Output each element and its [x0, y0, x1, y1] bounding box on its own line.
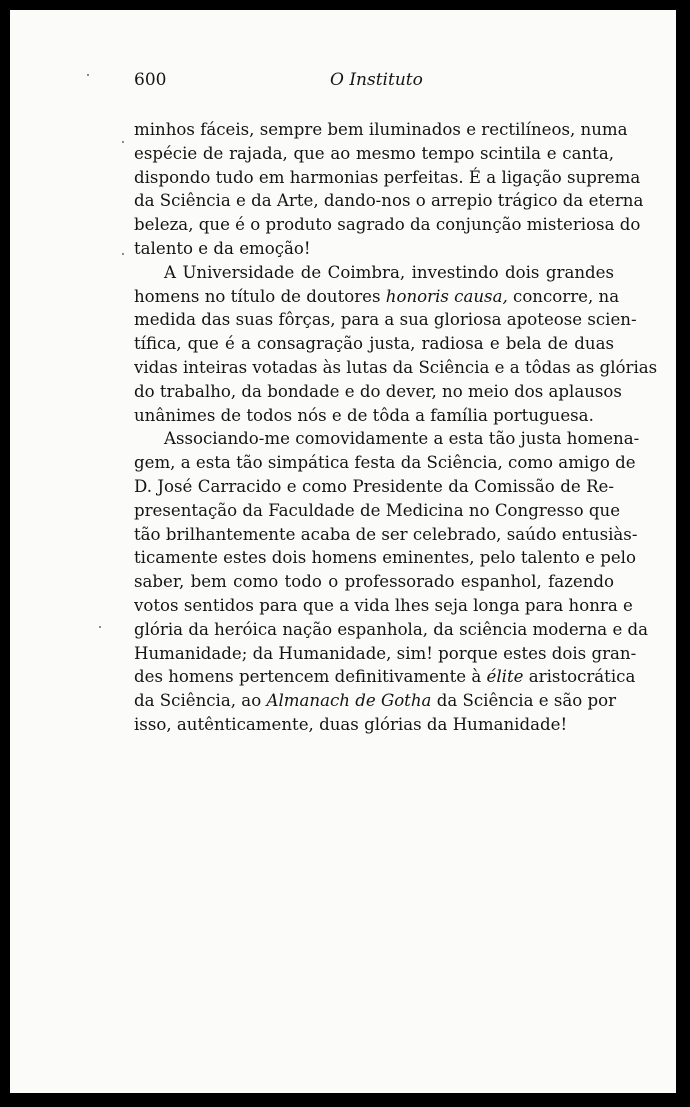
text-line: saber, bem como todo o professorado espanhol, fazendo [134, 572, 614, 592]
text-line: talento e da emoção! [134, 238, 311, 258]
text-line: ticamente estes dois homens eminentes, pelo talento e pelo [134, 548, 636, 568]
text-line: medida das suas fôrças, para a sua gloriosa apoteose scien- [134, 310, 637, 330]
paper-speck [122, 141, 124, 143]
text-line: vidas inteiras votadas às lutas da Sciência e a tôdas as glórias [134, 357, 658, 377]
text-line: espécie de rajada, que ao mesmo tempo scintila e canta, [134, 143, 614, 163]
text-line [134, 689, 617, 713]
running-title: O Instituto [330, 70, 423, 90]
text-line [134, 665, 636, 689]
text-line: da Sciência e da Arte, dando-nos o arrepio trágico da eterna [134, 191, 644, 211]
text-line: dispondo tudo em harmonias perfeitas. É a ligação suprema [134, 167, 641, 187]
text-line: D. José Carracido e como Presidente da Comissão de Re- [134, 476, 614, 496]
text-line: presentação da Faculdade de Medicina no Congresso que [134, 500, 621, 520]
text-line: do trabalho, da bondade e do dever, no meio dos aplausos [134, 381, 622, 401]
paper-speck [99, 626, 101, 628]
text-fragment: da Sciência e são por [431, 691, 617, 711]
italic-phrase: honoris causa, [385, 286, 508, 306]
text-line: Associando-me comovidamente a esta tão justa homena- [164, 429, 640, 449]
italic-word: élite [486, 667, 524, 687]
text-fragment: concorre, na [507, 286, 620, 306]
italic-phrase: Almanach de Gotha [266, 691, 432, 711]
paper-speck [87, 74, 89, 76]
text-line: gem, a esta tão simpática festa da Sciência, como amigo de [134, 453, 636, 473]
text-line: A Universidade de Coimbra, investindo dois grandes [164, 262, 614, 282]
text-line: tão brilhantemente acaba de ser celebrado, saúdo entusiàs- [134, 524, 638, 544]
text-line [134, 285, 620, 309]
text-line: votos sentidos para que a vida lhes seja longa para honra e [134, 595, 633, 615]
text-line: unânimes de todos nós e de tôda a família portuguesa. [134, 405, 594, 425]
text-fragment: da Sciência, ao [134, 691, 267, 711]
text-line: Humanidade; da Humanidade, sim! porque estes dois gran- [134, 643, 637, 663]
paragraph-3 [134, 427, 649, 736]
text-line: tífica, que é a consagração justa, radiosa e bela de duas [134, 334, 614, 354]
text-line: minhos fáceis, sempre bem iluminados e rectilíneos, numa [134, 120, 628, 139]
text-fragment: homens no título de doutores [134, 286, 386, 306]
text-line: beleza, que é o produto sagrado da conjunção misteriosa do [134, 215, 641, 235]
paragraph-1 [134, 118, 644, 261]
paragraph-2 [134, 261, 658, 428]
text-fragment: aristocrática [523, 667, 636, 687]
page-number: 600 [134, 70, 167, 90]
text-line: glória da heróica nação espanhola, da sciência moderna e da [134, 619, 649, 639]
paper-speck [122, 253, 124, 255]
body-text [134, 118, 658, 737]
text-line: isso, autênticamente, duas glórias da Humanidade! [134, 714, 568, 734]
page-header [134, 70, 614, 100]
text-fragment: des homens pertencem definitivamente à [134, 667, 487, 687]
